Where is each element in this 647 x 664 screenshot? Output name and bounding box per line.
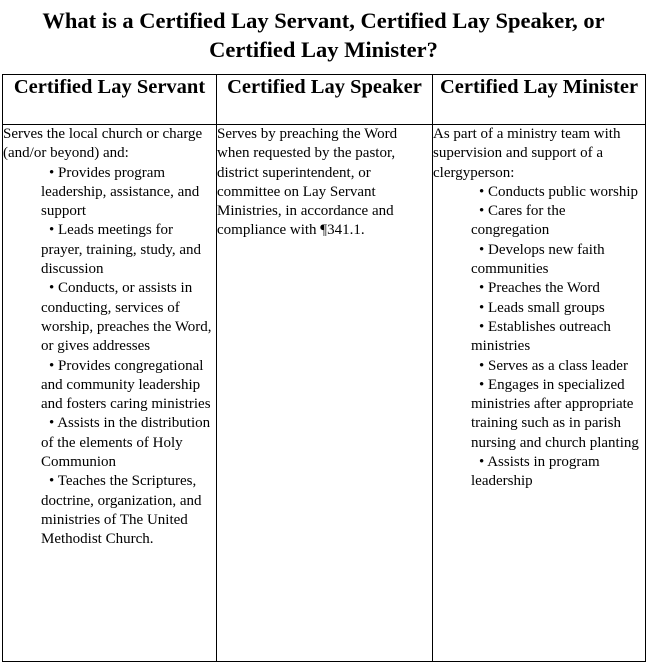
cell-lay-speaker xyxy=(217,125,433,662)
bullet-icon: • xyxy=(479,318,485,335)
bullet-icon: • xyxy=(479,357,485,374)
bullet-icon: • xyxy=(49,280,55,297)
list-item xyxy=(41,472,216,549)
list-item xyxy=(471,299,645,318)
header-lay-servant: Certified Lay Servant xyxy=(3,75,217,125)
list-item xyxy=(41,164,216,222)
bullet-icon: • xyxy=(479,299,485,316)
list-item xyxy=(471,318,645,357)
list-item xyxy=(471,202,645,241)
lay-speaker-intro: Serves by preaching the Word when requested by the pastor, district superintendent, or committee on Lay Servant Ministries, in accordance and compliance with ¶341.1. xyxy=(217,126,398,239)
list-item xyxy=(471,357,645,376)
bullet-icon: • xyxy=(479,376,485,393)
list-item xyxy=(471,241,645,280)
page-title-line-2: Certified Lay Minister? xyxy=(209,37,438,62)
comparison-table xyxy=(2,74,646,662)
list-item-text: Engages in specialized ministries after appropriate training such as in parish nursing and church planting xyxy=(471,376,639,451)
lay-minister-list xyxy=(433,183,645,492)
list-item xyxy=(471,183,645,202)
bullet-icon: • xyxy=(479,183,485,200)
bullet-icon: • xyxy=(479,454,485,471)
bullet-icon: • xyxy=(479,203,485,220)
list-item-text: Establishes outreach ministries xyxy=(471,318,611,355)
header-lay-minister: Certified Lay Minister xyxy=(433,75,646,125)
list-item xyxy=(41,414,216,472)
header-row xyxy=(3,75,646,125)
list-item-text: Leads meetings for prayer, training, study, and discussion xyxy=(41,222,202,278)
lay-servant-intro: Serves the local church or charge (and/or beyond) and: xyxy=(3,126,203,162)
list-item-text: Assists in program leadership xyxy=(471,454,600,490)
bullet-icon: • xyxy=(49,473,55,490)
cell-lay-servant xyxy=(3,125,217,662)
bullet-icon: • xyxy=(49,164,55,181)
page-title-line-1: What is a Certified Lay Servant, Certified Lay Speaker, or xyxy=(42,8,605,33)
header-lay-speaker: Certified Lay Speaker xyxy=(217,75,433,125)
list-item-text: Cares for the congregation xyxy=(471,203,566,239)
bullet-icon: • xyxy=(479,241,485,258)
bullet-icon: • xyxy=(479,280,485,297)
lay-servant-list xyxy=(3,164,216,550)
list-item xyxy=(471,279,645,298)
list-item-text: Leads small groups xyxy=(488,299,605,316)
list-item xyxy=(41,279,216,356)
bullet-icon: • xyxy=(49,415,55,432)
cell-lay-minister xyxy=(433,125,646,662)
list-item-text: Preaches the Word xyxy=(488,280,600,297)
page-title xyxy=(0,6,647,64)
list-item xyxy=(41,357,216,415)
list-item-text: Conducts, or assists in conducting, services of worship, preaches the Word, or gives addresses xyxy=(41,280,212,355)
body-row xyxy=(3,125,646,662)
list-item-text: Provides congregational and community leadership and fosters caring ministries xyxy=(41,357,211,413)
list-item-text: Conducts public worship xyxy=(488,183,639,200)
list-item-text: Teaches the Scriptures, doctrine, organization, and ministries of The United Methodist Church. xyxy=(41,473,202,548)
list-item-text: Assists in the distribution of the elements of Holy Communion xyxy=(41,415,211,471)
list-item xyxy=(41,221,216,279)
list-item-text: Serves as a class leader xyxy=(488,357,628,374)
bullet-icon: • xyxy=(49,357,55,374)
list-item xyxy=(471,453,645,492)
bullet-icon: • xyxy=(49,222,55,239)
list-item-text: Develops new faith communities xyxy=(471,241,605,278)
list-item-text: Provides program leadership, assistance, and support xyxy=(41,164,200,220)
list-item xyxy=(471,376,645,453)
lay-minister-intro: As part of a ministry team with supervision and support of a clergyperson: xyxy=(433,126,621,181)
